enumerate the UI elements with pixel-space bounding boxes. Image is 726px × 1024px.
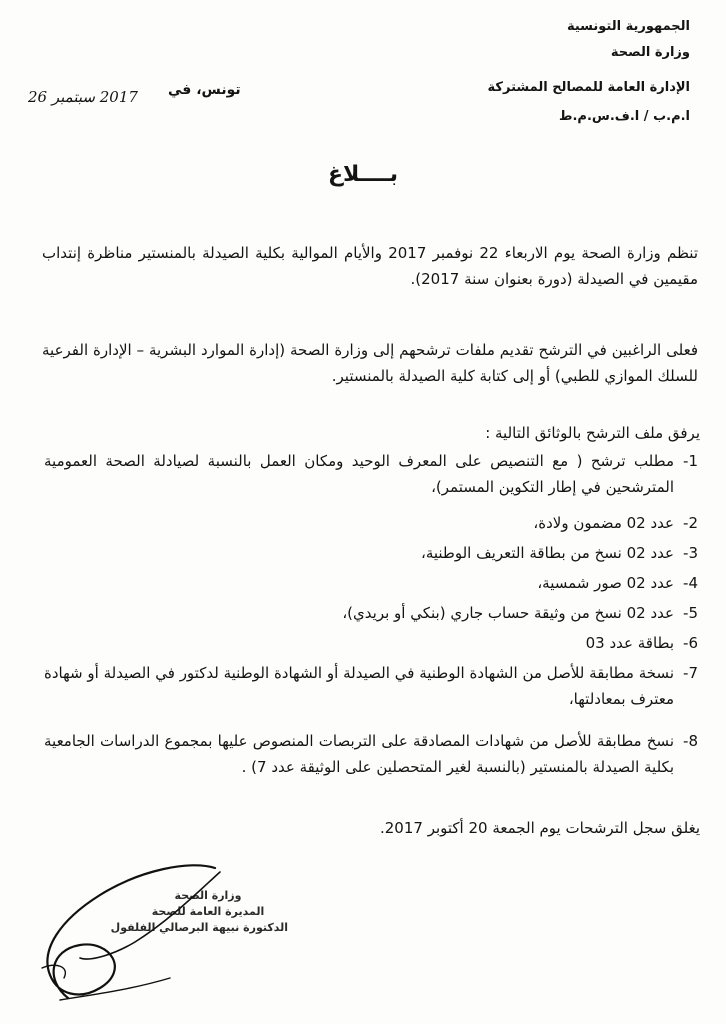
application-paragraph: فعلى الراغبين في الترشح تقديم ملفات ترشحهم إلى وزارة الصحة (إدارة الموارد البشرية – الإدارة الفرعية للسلك الموازي للطبي) أو إلى كتابة كلية الصيدلة بالمنستير. <box>42 341 698 385</box>
item-text: عدد 02 صور شمسية، <box>537 574 674 592</box>
item-number: 1- <box>683 452 698 470</box>
stamp-title: المديرة العامة للصحة <box>151 905 265 918</box>
item-number: 3- <box>683 544 698 562</box>
item-text: عدد 02 نسخ من بطاقة التعريف الوطنية، <box>420 544 674 562</box>
item-number: 8- <box>683 732 698 750</box>
item-number: 2- <box>683 514 698 532</box>
item-number: 6- <box>683 634 698 652</box>
stamp-ministry: وزارة الصحة <box>174 889 242 902</box>
announcement-paragraph: تنظم وزارة الصحة يوم الاربعاء 22 نوفمبر 2017 والأيام الموالية بكلية الصيدلة بالمنستير مناظرة إنتداب مقيمين في الصيدلة (دورة بعنوان سنة 2017). <box>42 244 698 288</box>
documents-intro: يرفق ملف الترشح بالوثائق التالية : <box>485 424 700 442</box>
reference-code: ا.م.ب / ا.ف.س.م.ط <box>558 109 690 124</box>
item-text: عدد 02 مضمون ولادة، <box>533 514 674 532</box>
item-text: بطاقة عدد 03 <box>585 634 674 652</box>
item-text: مطلب ترشح ( مع التنصيص على المعرف الوحيد ومكان العمل بالنسبة لصيادلة الصحة العمومية المترشحين في إطار التكوين المستمر)، <box>44 452 674 496</box>
ministry-label: وزارة الصحة <box>610 45 690 60</box>
handwritten-date: 2017 سبتمبر 26 <box>28 88 138 106</box>
stamp-name: الدكتورة نبيهة البرصالي الفلفول <box>110 921 288 934</box>
item-text: نسخة مطابقة للأصل من الشهادة الوطنية في الصيدلة أو الشهادة الوطنية لدكتور في الصيدلة أو شهادة معترف بمعادلتها، <box>44 664 674 708</box>
republic-label: الجمهورية التونسية <box>566 19 690 34</box>
item-text: نسخ مطابقة للأصل من شهادات المصادقة على التربصات المنصوص عليها بمجموع الدراسات الجامعية بكلية الصيدلة بالمنستير (بالنسبة لغير المتحصلين على الوثيقة عدد 7) . <box>44 732 674 776</box>
item-text: عدد 02 نسخ من وثيقة حساب جاري (بنكي أو بريدي)، <box>342 604 674 622</box>
item-number: 4- <box>683 574 698 592</box>
place-date-label: تونس، في <box>168 82 241 98</box>
department-label: الإدارة العامة للمصالح المشتركة <box>487 80 690 95</box>
signature-icon <box>20 850 260 1010</box>
closing-note: يغلق سجل الترشحات يوم الجمعة 20 أكتوبر 2017. <box>379 819 700 837</box>
item-number: 7- <box>683 664 698 682</box>
page-title: بــــلاغ <box>327 162 399 187</box>
item-number: 5- <box>683 604 698 622</box>
